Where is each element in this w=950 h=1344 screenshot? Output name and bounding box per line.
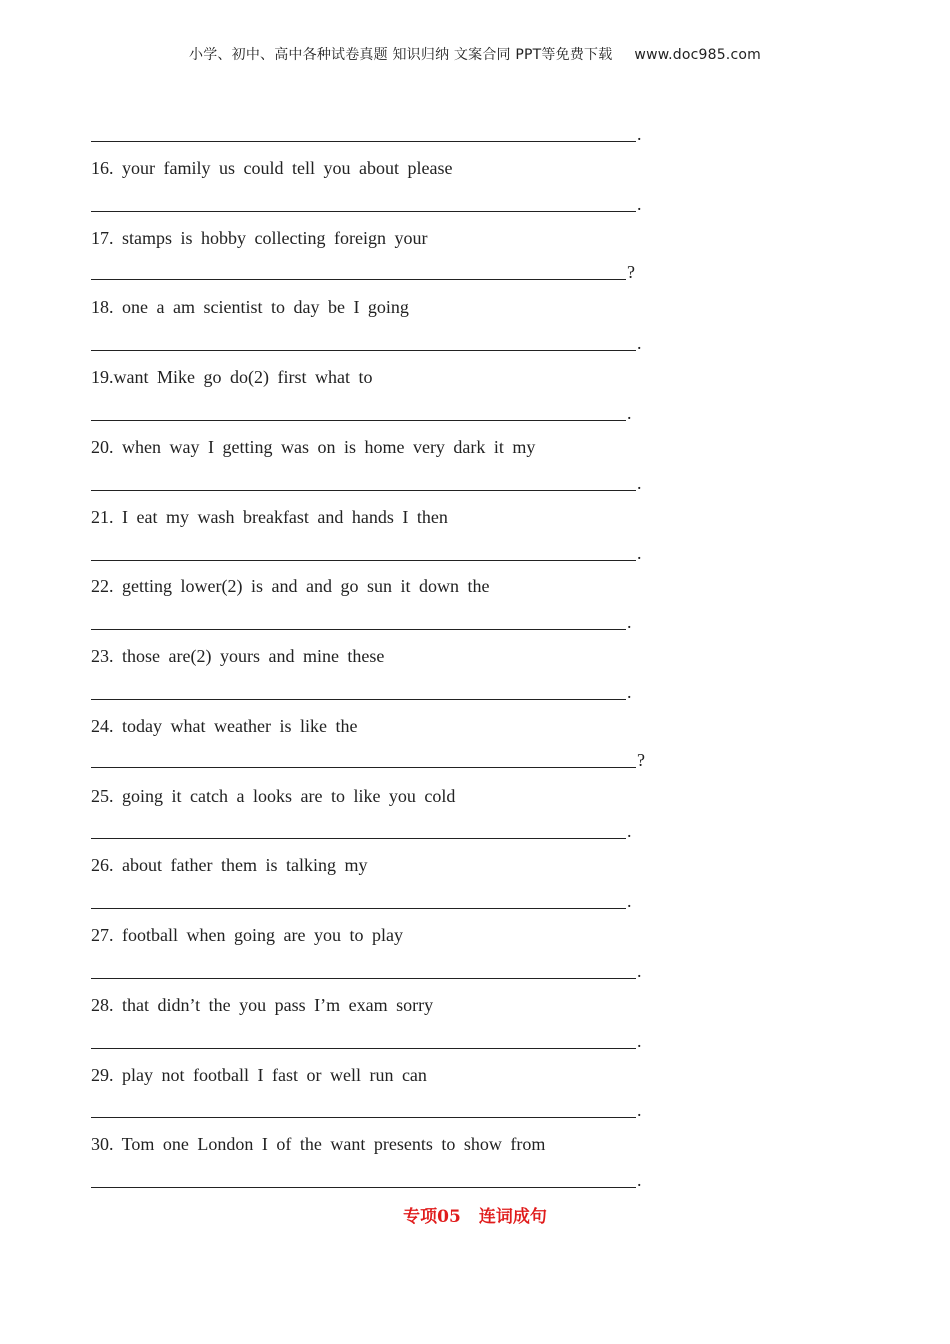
- answer-end-punct: .: [637, 543, 642, 563]
- question-16: 16. your family us could tell you about please: [91, 158, 453, 178]
- answer-end-punct: ?: [627, 262, 635, 282]
- answer-end-punct: .: [637, 1100, 642, 1120]
- answer-underline: [91, 350, 636, 351]
- answer-underline: [91, 1117, 636, 1118]
- answer-end-punct: .: [627, 403, 632, 423]
- answer-underline: [91, 629, 626, 630]
- section-footer: [0, 1202, 950, 1227]
- answer-underline: [91, 838, 626, 839]
- answer-underline: [91, 1048, 636, 1049]
- answer-end-punct: .: [627, 612, 632, 632]
- question-19: 19.want Mike go do(2) first what to: [91, 367, 373, 387]
- answer-underline: [91, 279, 626, 280]
- question-27: 27. football when going are you to play: [91, 925, 403, 945]
- answer-underline: [91, 1187, 636, 1188]
- answer-end-punct: .: [637, 473, 642, 493]
- question-29: 29. play not football I fast or well run can: [91, 1065, 427, 1085]
- answer-end-punct: .: [627, 821, 632, 841]
- answer-end-punct: .: [637, 1031, 642, 1051]
- answer-end-punct: .: [627, 891, 632, 911]
- answer-end-punct: .: [637, 961, 642, 981]
- answer-underline: [91, 141, 636, 142]
- answer-underline: [91, 908, 626, 909]
- answer-end-punct: .: [637, 194, 642, 214]
- answer-underline: [91, 978, 636, 979]
- footer-title: 专项05: [403, 1207, 461, 1227]
- question-20: 20. when way I getting was on is home very dark it my: [91, 437, 536, 457]
- page-header: [0, 44, 950, 64]
- answer-end-punct: .: [637, 333, 642, 353]
- answer-underline: [91, 420, 626, 421]
- question-25: 25. going it catch a looks are to like you cold: [91, 786, 456, 806]
- answer-underline: [91, 211, 636, 212]
- answer-underline: [91, 767, 636, 768]
- question-17: 17. stamps is hobby collecting foreign your: [91, 228, 428, 248]
- question-24: 24. today what weather is like the: [91, 716, 358, 736]
- answer-underline: [91, 699, 626, 700]
- answer-underline: [91, 490, 636, 491]
- question-23: 23. those are(2) yours and mine these: [91, 646, 385, 666]
- question-22: 22. getting lower(2) is and and go sun it down the: [91, 576, 490, 596]
- header-text: 小学、初中、高中各种试卷真题 知识归纳 文案合同 PPT等免费下载: [189, 47, 613, 63]
- footer-subtitle: 连词成句: [478, 1207, 547, 1227]
- question-30: 30. Tom one London I of the want presents to show from: [91, 1134, 546, 1154]
- answer-end-punct: ?: [637, 750, 645, 770]
- question-28: 28. that didn’t the you pass I’m exam sorry: [91, 995, 434, 1015]
- answer-end-punct: .: [637, 124, 642, 144]
- question-18: 18. one a am scientist to day be I going: [91, 297, 409, 317]
- question-21: 21. I eat my wash breakfast and hands I then: [91, 507, 448, 527]
- answer-end-punct: .: [627, 682, 632, 702]
- question-26: 26. about father them is talking my: [91, 855, 368, 875]
- answer-underline: [91, 560, 636, 561]
- header-site: www.doc985.com: [634, 47, 761, 63]
- answer-end-punct: .: [637, 1170, 642, 1190]
